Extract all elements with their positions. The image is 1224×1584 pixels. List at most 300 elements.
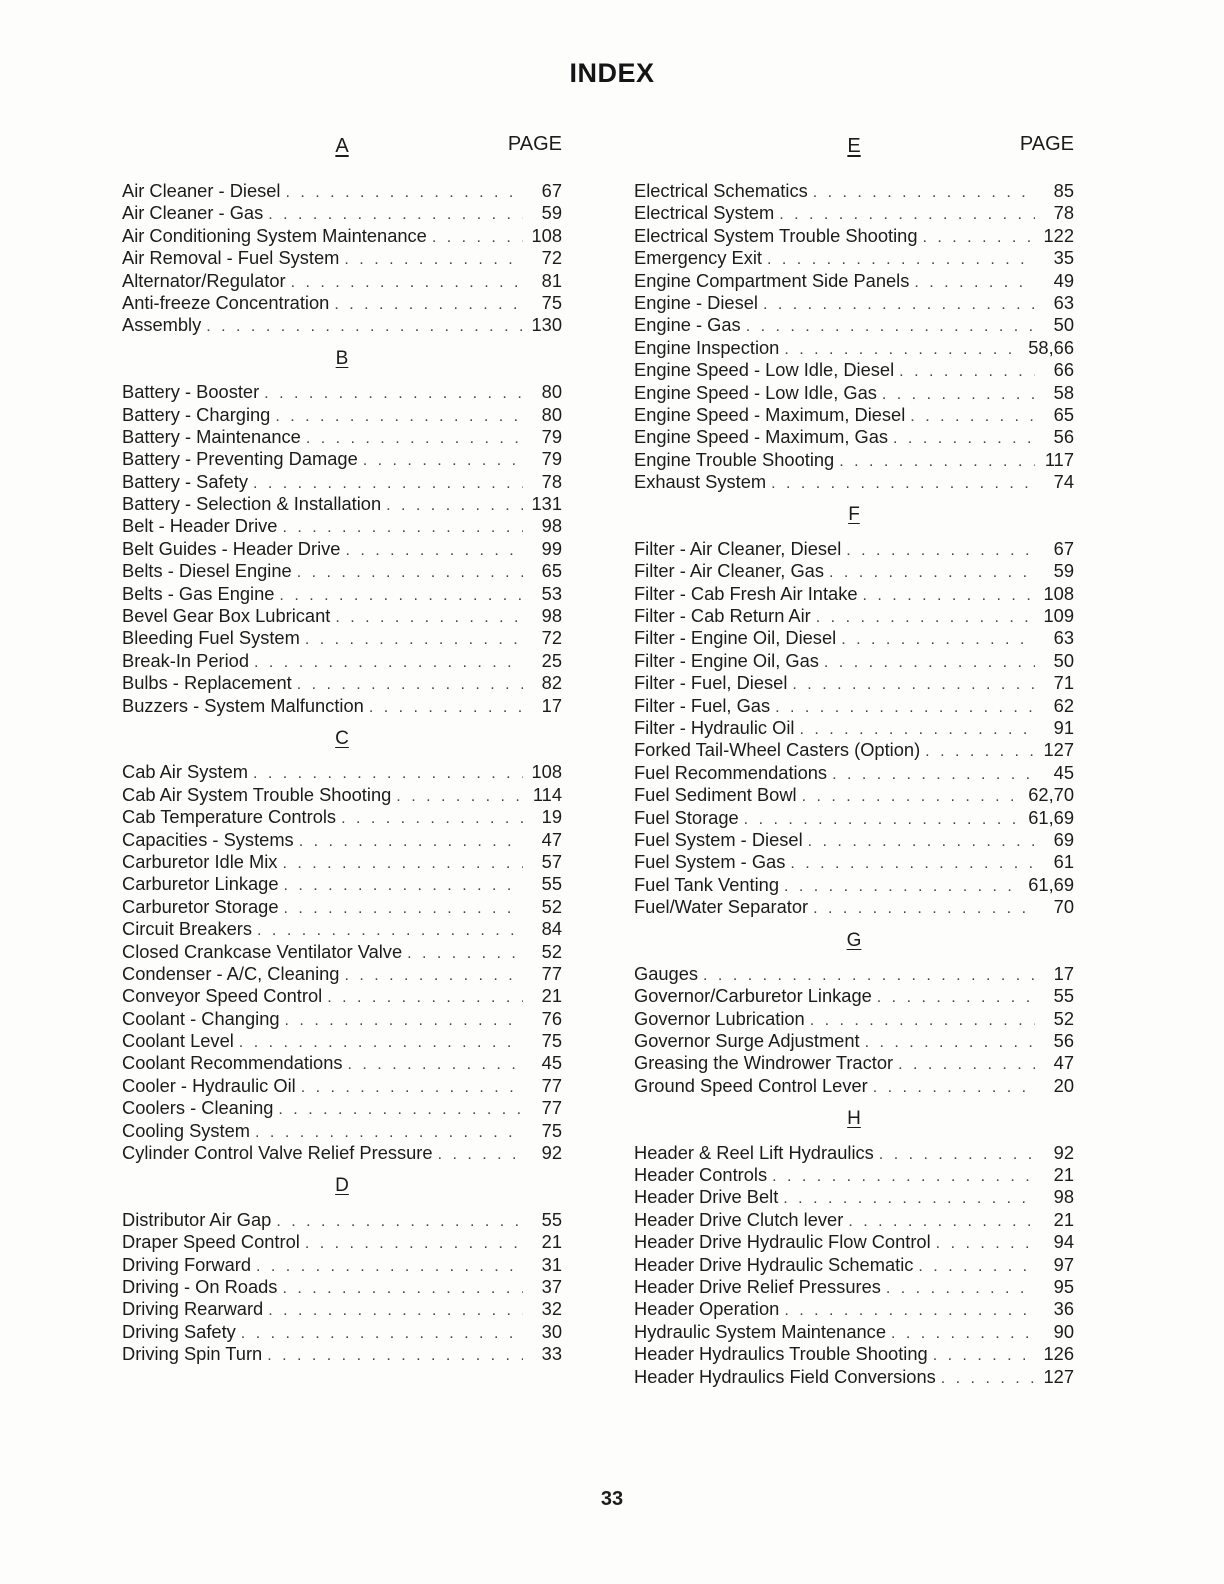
index-entry [122, 605, 562, 627]
entry-page: 65 [1053, 403, 1074, 425]
index-entry [634, 449, 1074, 471]
entry-page: 58,66 [1028, 336, 1074, 358]
entry-page: 95 [1053, 1275, 1074, 1297]
entry-page: 76 [541, 1007, 562, 1029]
dot-leader [784, 876, 1023, 898]
dot-leader [282, 517, 523, 539]
dot-leader [241, 1323, 523, 1345]
index-entry [122, 560, 562, 582]
dot-leader [407, 943, 523, 965]
column-header-left [122, 133, 562, 159]
index-entry [634, 1209, 1074, 1231]
entry-page: 21 [541, 985, 562, 1007]
dot-leader [914, 272, 1035, 294]
entry-page: 67 [1053, 537, 1074, 559]
index-entry [634, 426, 1074, 448]
index-entry [122, 1008, 562, 1030]
entry-topic: Engine Speed - Maximum, Gas [634, 426, 889, 448]
dot-leader [301, 1077, 523, 1099]
index-entry [122, 672, 562, 694]
entry-topic: Header Drive Clutch lever [634, 1208, 844, 1230]
entry-topic: Cylinder Control Valve Relief Pressure [122, 1142, 433, 1164]
entry-page: 45 [541, 1052, 562, 1074]
entry-page: 52 [541, 940, 562, 962]
entry-page: 65 [541, 560, 562, 582]
dot-leader [268, 1300, 523, 1322]
index-entry [122, 225, 562, 247]
dot-leader [284, 898, 524, 920]
dot-leader [386, 495, 523, 517]
dot-leader [327, 987, 523, 1009]
index-entry [122, 918, 562, 940]
entry-topic: Coolant - Changing [122, 1007, 280, 1029]
entry-page: 117 [1044, 448, 1074, 470]
dot-leader [305, 1233, 523, 1255]
entry-topic: Fuel Tank Venting [634, 873, 779, 895]
entry-page: 30 [541, 1320, 562, 1342]
entry-topic: Fuel/Water Separator [634, 896, 809, 918]
entry-page: 59 [541, 202, 562, 224]
entry-topic: Driving Safety [122, 1320, 236, 1342]
entry-page: 122 [1043, 224, 1074, 246]
index-entry [122, 1120, 562, 1142]
index-entry [122, 873, 562, 895]
entry-page: 62,70 [1028, 784, 1074, 806]
dot-leader [899, 361, 1035, 383]
entry-topic: Battery - Charging [122, 403, 271, 425]
index-entry [122, 538, 562, 560]
dot-leader [790, 853, 1035, 875]
entry-page: 81 [541, 269, 562, 291]
dot-leader [369, 697, 523, 719]
entry-page: 63 [1053, 627, 1074, 649]
entry-topic: Filter - Fuel, Gas [634, 694, 771, 716]
index-entry [122, 806, 562, 828]
entry-page: 98 [541, 515, 562, 537]
entry-topic: Belts - Diesel Engine [122, 560, 292, 582]
section-letter-e: E [847, 135, 861, 157]
index-entry [122, 426, 562, 448]
entry-page: 99 [541, 537, 562, 559]
entry-topic: Engine Speed - Maximum, Diesel [634, 403, 906, 425]
entry-topic: Fuel System - Diesel [634, 828, 803, 850]
entry-topic: Electrical Schematics [634, 180, 808, 201]
index-entry [634, 382, 1074, 404]
entry-page: 84 [541, 918, 562, 940]
entry-topic: Driving Forward [122, 1253, 252, 1275]
entry-topic: Driving Spin Turn [122, 1343, 263, 1365]
entry-page: 74 [1053, 471, 1074, 493]
entry-page: 66 [1053, 359, 1074, 381]
index-entry [634, 202, 1074, 224]
index-entry [634, 1142, 1074, 1164]
dot-leader [432, 227, 523, 249]
entry-topic: Anti-freeze Concentration [122, 291, 330, 313]
index-entry [634, 807, 1074, 829]
entry-page: 61,69 [1028, 873, 1074, 895]
entry-topic: Cab Air System [122, 761, 248, 783]
index-entry [122, 963, 562, 985]
dot-leader [886, 1278, 1035, 1300]
entry-topic: Filter - Engine Oil, Diesel [634, 627, 837, 649]
dot-leader [256, 1256, 523, 1278]
dot-leader [846, 540, 1035, 562]
index-entry [122, 1298, 562, 1320]
entry-page: 75 [541, 291, 562, 313]
entry-topic: Driving Rearward [122, 1298, 264, 1320]
index-entry [634, 583, 1074, 605]
dot-leader [348, 1054, 523, 1076]
index-entry [122, 985, 562, 1007]
entry-page: 55 [541, 1208, 562, 1230]
entry-page: 19 [541, 806, 562, 828]
index-entry [634, 337, 1074, 359]
dot-leader [882, 384, 1035, 406]
entry-page: 58 [1053, 381, 1074, 403]
entry-page: 17 [1053, 962, 1074, 984]
entry-topic: Carburetor Storage [122, 895, 279, 917]
dot-leader [438, 1144, 523, 1166]
entry-page: 52 [1053, 1007, 1074, 1029]
entry-topic: Air Removal - Fuel System [122, 247, 340, 269]
dot-leader [291, 272, 523, 294]
dot-leader [891, 1323, 1035, 1345]
entry-topic: Engine Trouble Shooting [634, 448, 835, 470]
entry-page: 59 [1053, 560, 1074, 582]
entry-topic: Engine Speed - Low Idle, Gas [634, 381, 877, 403]
entry-topic: Filter - Fuel, Diesel [634, 672, 788, 694]
entry-topic: Header Operation [634, 1298, 780, 1320]
dot-leader [344, 249, 523, 271]
section-letter-g: G [846, 929, 862, 951]
entry-page: 25 [541, 649, 562, 671]
entry-page: 71 [1053, 672, 1074, 694]
entry-page: 35 [1053, 247, 1074, 269]
entry-topic: Capacities - Systems [122, 828, 294, 850]
index-entry [634, 560, 1074, 582]
entry-topic: Filter - Air Cleaner, Gas [634, 560, 824, 582]
index-entry [634, 874, 1074, 896]
entry-page: 56 [1053, 1030, 1074, 1052]
index-entry [122, 202, 562, 224]
index-entry [122, 404, 562, 426]
entry-page: 126 [1043, 1343, 1074, 1365]
entry-page: 75 [541, 1119, 562, 1141]
index-entry [634, 605, 1074, 627]
index-entry [634, 1231, 1074, 1253]
index-entry [122, 1343, 562, 1365]
index-entry [122, 1209, 562, 1231]
index-entry [634, 1186, 1074, 1208]
dot-leader [363, 450, 523, 472]
entry-page: 37 [541, 1275, 562, 1297]
index-entry [634, 1343, 1074, 1365]
index-entry [634, 225, 1074, 247]
page-title: INDEX [569, 58, 655, 88]
page-column-label: PAGE [507, 133, 562, 155]
index-entry [122, 180, 562, 202]
entry-topic: Cooler - Hydraulic Oil [122, 1074, 296, 1096]
entry-topic: Engine Speed - Low Idle, Diesel [634, 359, 895, 381]
index-entry [122, 292, 562, 314]
entry-page: 97 [1053, 1253, 1074, 1275]
index-entry [122, 1097, 562, 1119]
index-entry [634, 314, 1074, 336]
entry-topic: Fuel Storage [634, 806, 739, 828]
dot-leader [841, 629, 1035, 651]
dot-leader [306, 428, 523, 450]
index-entry [634, 1164, 1074, 1186]
index-entry [634, 1276, 1074, 1298]
entry-topic: Hydraulic System Maintenance [634, 1320, 886, 1342]
entry-page: 61,69 [1028, 806, 1074, 828]
entry-topic: Belt Guides - Header Drive [122, 537, 341, 559]
dot-leader [925, 741, 1035, 763]
dot-leader [771, 473, 1035, 495]
dot-leader [918, 1256, 1035, 1278]
index-entry [634, 1030, 1074, 1052]
entry-topic: Header Hydraulics Field Conversions [634, 1365, 936, 1387]
index-entry [122, 471, 562, 493]
entry-topic: Coolant Recommendations [122, 1052, 343, 1074]
index-entry [122, 784, 562, 806]
dot-leader [276, 1211, 523, 1233]
index-entry [634, 627, 1074, 649]
entry-topic: Filter - Cab Fresh Air Intake [634, 582, 858, 604]
dot-leader [744, 809, 1024, 831]
entry-page: 127 [1043, 739, 1074, 761]
entry-page: 98 [541, 605, 562, 627]
index-entry [634, 829, 1074, 851]
index-entry [122, 1142, 562, 1164]
entry-topic: Carburetor Linkage [122, 873, 279, 895]
dot-leader [267, 1345, 523, 1367]
dot-leader [305, 629, 523, 651]
entry-topic: Header Drive Hydraulic Schematic [634, 1253, 914, 1275]
entry-page: 80 [541, 381, 562, 403]
index-entry [122, 381, 562, 403]
dot-leader [254, 652, 523, 674]
entry-page: 91 [1053, 716, 1074, 738]
index-entry [634, 1008, 1074, 1030]
entry-topic: Bevel Gear Box Lubricant [122, 605, 331, 627]
dot-leader [832, 764, 1035, 786]
entry-page: 131 [531, 493, 562, 515]
entry-page: 45 [1053, 761, 1074, 783]
dot-leader [772, 1166, 1035, 1188]
entry-topic: Header Controls [634, 1164, 768, 1186]
index-entry [634, 784, 1074, 806]
dot-leader [344, 965, 523, 987]
entry-topic: Battery - Booster [122, 381, 260, 403]
index-entry [122, 896, 562, 918]
index-entry [634, 739, 1074, 761]
entry-page: 56 [1053, 426, 1074, 448]
entry-topic: Header & Reel Lift Hydraulics [634, 1141, 874, 1163]
entry-topic: Engine Inspection [634, 336, 780, 358]
index-entry [122, 650, 562, 672]
index-entry [634, 1298, 1074, 1320]
dot-leader [784, 1300, 1035, 1322]
entry-page: 50 [1053, 314, 1074, 336]
dot-leader [282, 853, 523, 875]
entry-page: 17 [541, 694, 562, 716]
entry-page: 21 [1053, 1164, 1074, 1186]
entry-topic: Header Drive Hydraulic Flow Control [634, 1231, 931, 1253]
entry-topic: Coolant Level [122, 1030, 234, 1052]
entry-topic: Assembly [122, 314, 202, 336]
dot-leader [933, 1345, 1035, 1367]
index-entry [122, 270, 562, 292]
index-entry [122, 583, 562, 605]
entry-topic: Break-In Period [122, 649, 250, 671]
entry-page: 79 [541, 425, 562, 447]
index-entry [634, 985, 1074, 1007]
entry-topic: Forked Tail-Wheel Casters (Option) [634, 739, 921, 761]
entry-page: 85 [1053, 180, 1074, 201]
dot-leader [253, 473, 523, 495]
entry-page: 108 [531, 224, 562, 246]
dot-leader [893, 428, 1035, 450]
dot-leader [335, 607, 523, 629]
entry-topic: Closed Crankcase Ventilator Valve [122, 940, 403, 962]
index-entry [634, 672, 1074, 694]
dot-leader [286, 182, 524, 204]
dot-leader [264, 383, 523, 405]
entry-topic: Governor Surge Adjustment [634, 1030, 860, 1052]
entry-topic: Bulbs - Replacement [122, 672, 292, 694]
index-column-right [634, 133, 1074, 1388]
dot-leader [808, 831, 1035, 853]
entry-topic: Governor Lubrication [634, 1007, 805, 1029]
page-number: 33 [600, 1488, 624, 1510]
dot-leader [813, 898, 1035, 920]
entry-topic: Filter - Engine Oil, Gas [634, 649, 819, 671]
dot-leader [829, 562, 1035, 584]
entry-page: 82 [541, 672, 562, 694]
entry-topic: Driving - On Roads [122, 1275, 278, 1297]
index-column-left [122, 133, 562, 1366]
index-entry [634, 717, 1074, 739]
dot-leader [278, 1099, 523, 1121]
dot-leader [268, 204, 523, 226]
entry-topic: Carburetor Idle Mix [122, 850, 278, 872]
dot-leader [396, 786, 523, 808]
entry-page: 70 [1053, 896, 1074, 918]
index-entry [122, 851, 562, 873]
index-entry [634, 292, 1074, 314]
index-entry [122, 761, 562, 783]
index-entry [634, 1254, 1074, 1276]
entry-topic: Fuel System - Gas [634, 851, 786, 873]
entry-page: 61 [1053, 851, 1074, 873]
column-header-right [634, 133, 1074, 159]
dot-leader [275, 406, 523, 428]
index-entry [122, 1075, 562, 1097]
dot-leader [824, 652, 1035, 674]
index-entry [122, 627, 562, 649]
entry-topic: Governor/Carburetor Linkage [634, 985, 872, 1007]
entry-page: 98 [1053, 1186, 1074, 1208]
dot-leader [334, 294, 523, 316]
entry-page: 80 [541, 403, 562, 425]
entry-topic: Air Cleaner - Diesel [122, 180, 281, 201]
entry-topic: Exhaust System [634, 471, 767, 493]
index-entry [634, 963, 1074, 985]
entry-topic: Conveyor Speed Control [122, 985, 323, 1007]
dot-leader [746, 316, 1035, 338]
dot-leader [810, 1010, 1035, 1032]
dot-leader [282, 1278, 523, 1300]
dot-leader [848, 1211, 1035, 1233]
entry-page: 33 [541, 1343, 562, 1365]
dot-leader [767, 249, 1035, 271]
dot-leader [341, 808, 523, 830]
entry-page: 21 [1053, 1208, 1074, 1230]
entry-page: 108 [1043, 582, 1074, 604]
entry-topic: Draper Speed Control [122, 1231, 300, 1253]
entry-topic: Filter - Hydraulic Oil [634, 716, 795, 738]
entry-topic: Belts - Gas Engine [122, 582, 275, 604]
index-entry [122, 1231, 562, 1253]
dot-leader [299, 831, 523, 853]
index-entry [122, 1321, 562, 1343]
entry-page: 127 [1043, 1365, 1074, 1387]
entry-page: 77 [541, 1097, 562, 1119]
index-entry [122, 1254, 562, 1276]
index-entry [634, 851, 1074, 873]
entry-page: 130 [531, 314, 562, 336]
entry-page: 55 [541, 873, 562, 895]
index-entry [122, 1052, 562, 1074]
entry-page: 36 [1053, 1298, 1074, 1320]
entry-page: 72 [541, 627, 562, 649]
entry-topic: Ground Speed Control Lever [634, 1074, 868, 1096]
entry-page: 78 [1053, 202, 1074, 224]
entry-page: 92 [541, 1142, 562, 1164]
index-entry [634, 762, 1074, 784]
entry-topic: Alternator/Regulator [122, 269, 286, 291]
entry-page: 47 [541, 828, 562, 850]
dot-leader [879, 1144, 1035, 1166]
entry-topic: Coolers - Cleaning [122, 1097, 274, 1119]
index-entry [634, 1366, 1074, 1388]
entry-topic: Cab Air System Trouble Shooting [122, 783, 392, 805]
dot-leader [783, 1188, 1035, 1210]
dot-leader [898, 1054, 1035, 1076]
index-entry [634, 404, 1074, 426]
entry-topic: Engine - Diesel [634, 291, 758, 313]
entry-page: 78 [541, 470, 562, 492]
index-entry [122, 314, 562, 336]
entry-topic: Gauges [634, 962, 699, 984]
entry-page: 63 [1053, 291, 1074, 313]
entry-topic: Circuit Breakers [122, 918, 253, 940]
dot-leader [800, 719, 1036, 741]
dot-leader [923, 227, 1036, 249]
entry-page: 52 [541, 895, 562, 917]
dot-leader [257, 920, 523, 942]
section-letter-h: H [847, 1108, 861, 1130]
dot-leader [941, 1368, 1035, 1390]
index-entry [634, 896, 1074, 918]
entry-page: 94 [1053, 1231, 1074, 1253]
index-entry [122, 1030, 562, 1052]
entry-page: 77 [541, 962, 562, 984]
entry-page: 57 [541, 850, 562, 872]
section-letter-a: A [335, 135, 349, 157]
entry-page: 109 [1043, 605, 1074, 627]
